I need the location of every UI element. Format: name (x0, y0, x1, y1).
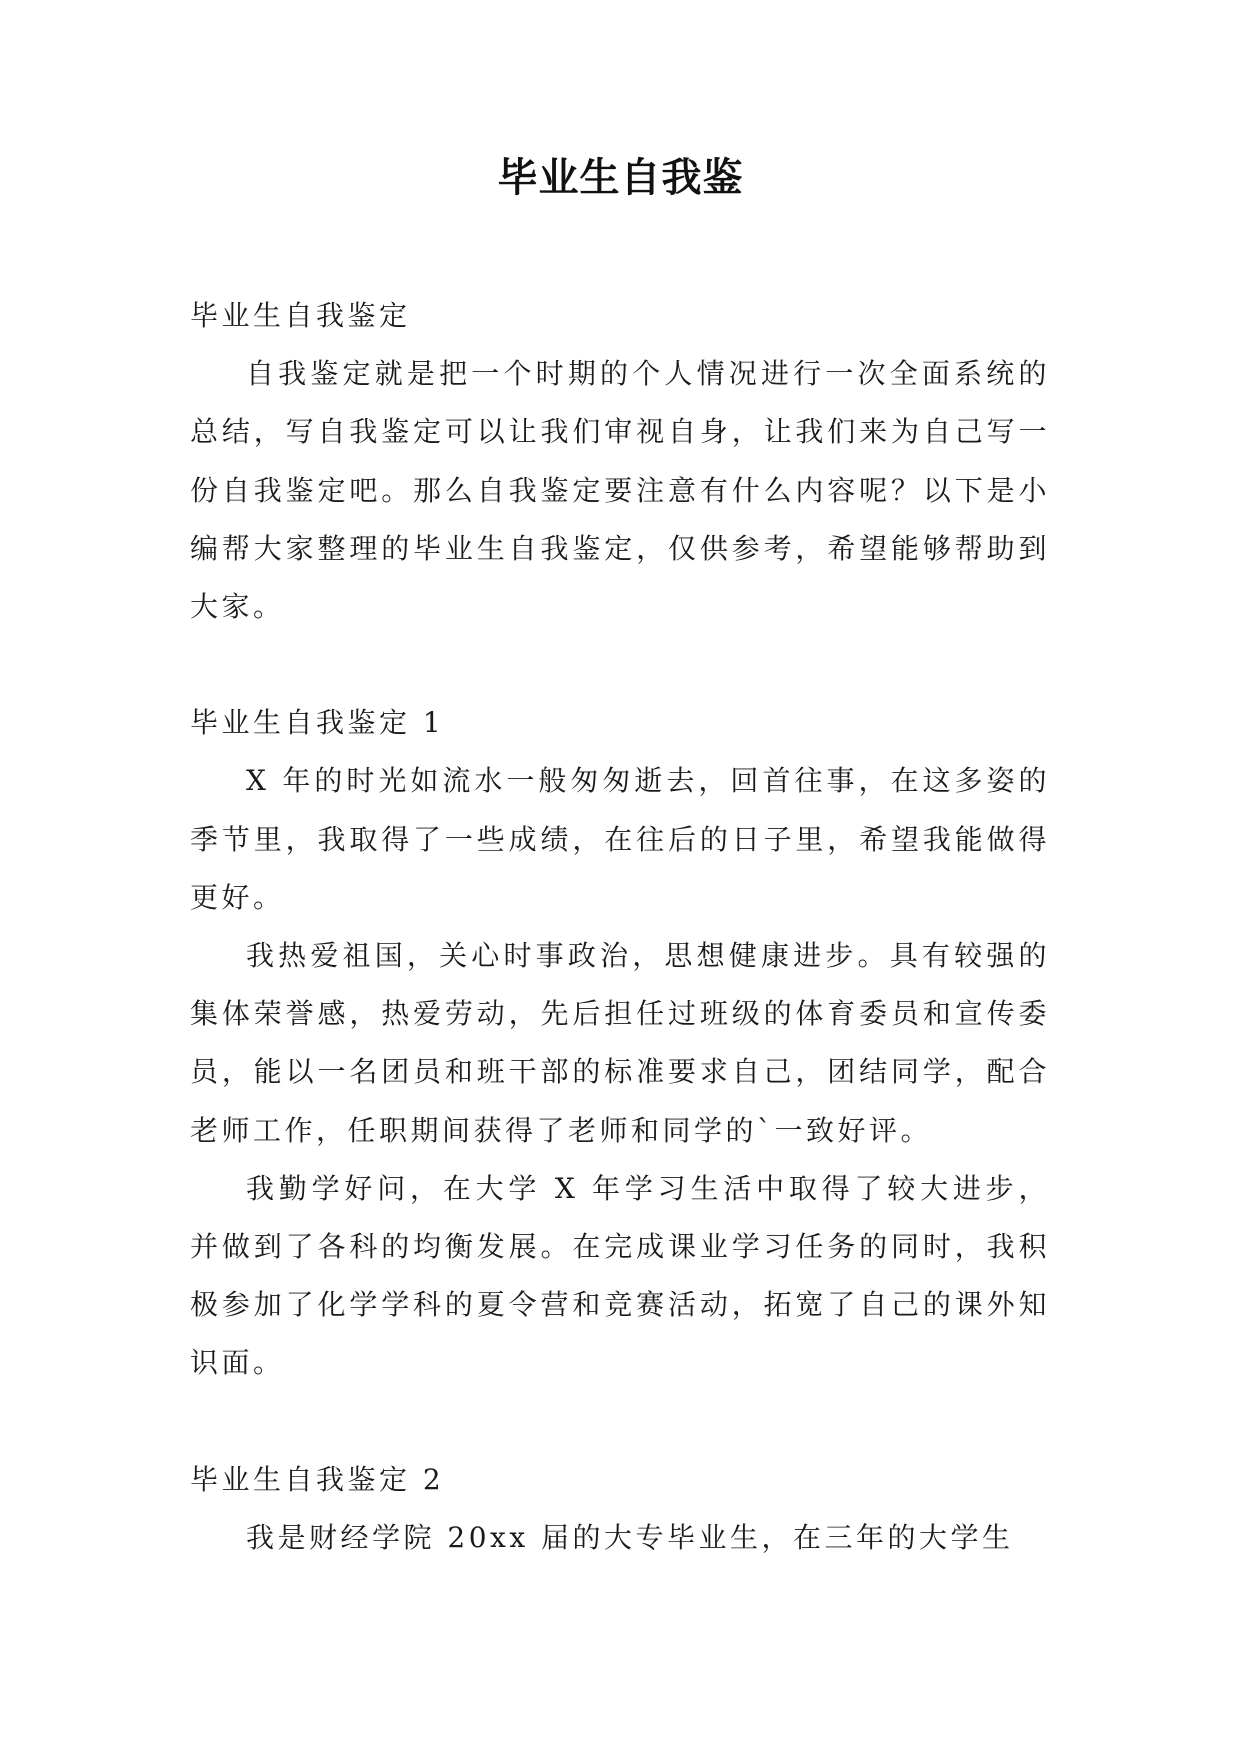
section2-heading: 毕业生自我鉴定 2 (190, 1462, 445, 1496)
section-spacer (190, 636, 1050, 694)
document-title: 毕业生自我鉴 (497, 155, 744, 201)
section-spacer (190, 1393, 1050, 1451)
document-body (190, 287, 1050, 1567)
intro-heading: 毕业生自我鉴定 (190, 299, 411, 332)
section1-paragraph-3: 我勤学好问，在大学 X 年学习生活中取得了较大进步，并做到了各科的均衡发展。在完成课业学习任务的同时，我积极参加了化学学科的夏令营和竞赛活动，拓宽了自己的课外知识面。 (190, 1171, 1050, 1380)
section2-paragraph-1: 我是财经学院 20xx 届的大专毕业生，在三年的大学生 (246, 1520, 1014, 1554)
section1-paragraph-1: X 年的时光如流水一般匆匆逝去，回首往事，在这多姿的季节里，我取得了一些成绩，在往后的日子里，希望我能做得更好。 (190, 764, 1050, 914)
section1-paragraph-2: 我热爱祖国，关心时事政治，思想健康进步。具有较强的集体荣誉感，热爱劳动，先后担任过班级的体育委员和宣传委员，能以一名团员和班干部的标准要求自己，团结同学，配合老师工作，任职期间获得了老师和同学的`一致好评。 (190, 939, 1050, 1147)
intro-paragraph: 自我鉴定就是把一个时期的个人情况进行一次全面系统的总结，写自我鉴定可以让我们审视自身，让我们来为自己写一份自我鉴定吧。那么自我鉴定要注意有什么内容呢？以下是小编帮大家整理的毕业生自我鉴定，仅供参考，希望能够帮助到大家。 (190, 357, 1050, 624)
section1-heading: 毕业生自我鉴定 1 (190, 706, 445, 740)
